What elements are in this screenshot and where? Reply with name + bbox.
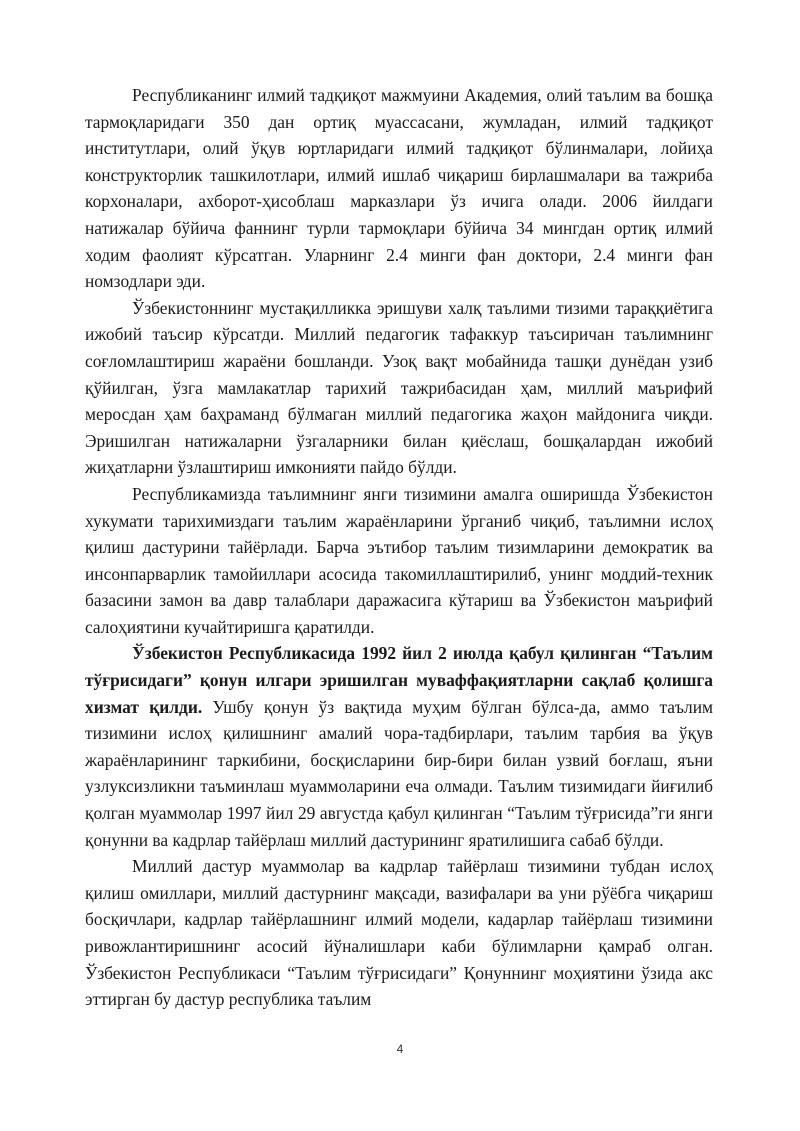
paragraph-text: Миллий дастур муаммолар ва кадрлар тайёрлаш тизимини тубдан ислоҳ қилиш омиллари, миллий дастурнинг мақсади, вазифалари ва уни рўёбга чиқариш босқичлари, кадрлар тайёрлашнинг илмий модели, кадарлар тайёрлаш тизимини ривожлантиришнинг асосий йўналишлари каби бўлимларни қамраб олган. Ўзбекистон Республикаси “Таълим тўғрисидаги” Қонуннинг моҳиятини ўзида акс эттирган бу дастур республика таълим — [85, 856, 713, 1010]
paragraph-text: Ўзбекистоннинг мустақилликка эришуви халқ таълими тизими тараққиётига ижобий таъсир кўрсатди. Миллий педагогик тафаккур таъсиричан таълимнинг соғломлаштириш жараёни бошланди. Узоқ вақт мобайнида ташқи дунёдан узиб қўйилган, ўзга мамлакатлар тарихий тажрибасидан ҳам, миллий маърифий меросдан ҳам баҳраманд бўлмаган миллий педагогика жаҳон майдонига чиқди. Эришилган натижаларни ўзгаларники билан қиёслаш, бошқалардан ижобий жиҳатларни ўзлаштириш имконияти пайдо бўлди. — [85, 297, 713, 478]
paragraph-text: Ушбу қонун ўз вақтида муҳим бўлган бўлса-да, аммо таълим тизимини ислоҳ қилишнинг амалий чора-тадбирлари, таълим тарбия ва ўқув жараёнларининг таркибини, босқисларини бир-бири билан узвий боғлаш, яъни узлуксизликни таъминлаш муаммоларини еча олмади. Таълим тизимидаги йиғилиб қолган муаммолар 1997 йил 29 августда қабул қилинган “Таълим тўғрисида”ги янги қонунни ва кадрлар тайёрлаш миллий дастурининг яратилишига сабаб бўлди. — [85, 696, 714, 850]
paragraph-national-program — [85, 853, 713, 1013]
paragraph-education-law — [85, 640, 713, 853]
page-number: 4 — [396, 1042, 404, 1056]
body-text — [85, 82, 713, 1013]
paragraph-reform-program — [85, 481, 713, 641]
paragraph-text: Республикамизда таълимнинг янги тизимини амалга оширишда Ўзбекистон хукумати тарихимиздаги таълим жараёнларини ўрганиб чиқиб, таълимни ислоҳ қилиш дастурини тайёрлади. Барча эътибор таълим тизимларини демократик ва инсонпарварлик тамойиллари асосида такомиллаштирилиб, унинг моддий-техник базасини замон ва давр талаблари даражасига кўтариш ва Ўзбекистон маърифий салоҳиятини кучайтиришга қаратилди. — [85, 483, 713, 637]
paragraph-text: Республиканинг илмий тадқиқот мажмуини Академия, олий таълим ва бошқа тармоқларидаги 350 дан ортиқ муассасани, жумладан, илмий тадқиқот институтлари, олий ўқув юртларидаги илмий тадқиқот бўлинмалари, лойиҳа конструкторлик ташкилотлари, илмий ишлаб чиқариш бирлашмалари ва тажриба корхоналари, ахборот-ҳисоблаш марказлари ўз ичига олади. 2006 йилдаги натижалар бўйича фаннинг турли тармоқлари бўйича 34 мингдан ортиқ илмий ходим фаолият кўрсатган. Уларнинг 2.4 минги фан доктори, 2.4 минги фан номзодлари эди. — [85, 85, 713, 292]
paragraph-bold-lead: Ўзбекистон Республикасида 1992 йил 2 июлда қабул қилинган “Таълим тўғрисидаги” қонун илгари эришилган муваффақиятларни сақлаб қолишга хизмат қилди. — [85, 643, 713, 717]
paragraph-research-complex — [85, 82, 713, 295]
paragraph-independence — [85, 295, 713, 481]
